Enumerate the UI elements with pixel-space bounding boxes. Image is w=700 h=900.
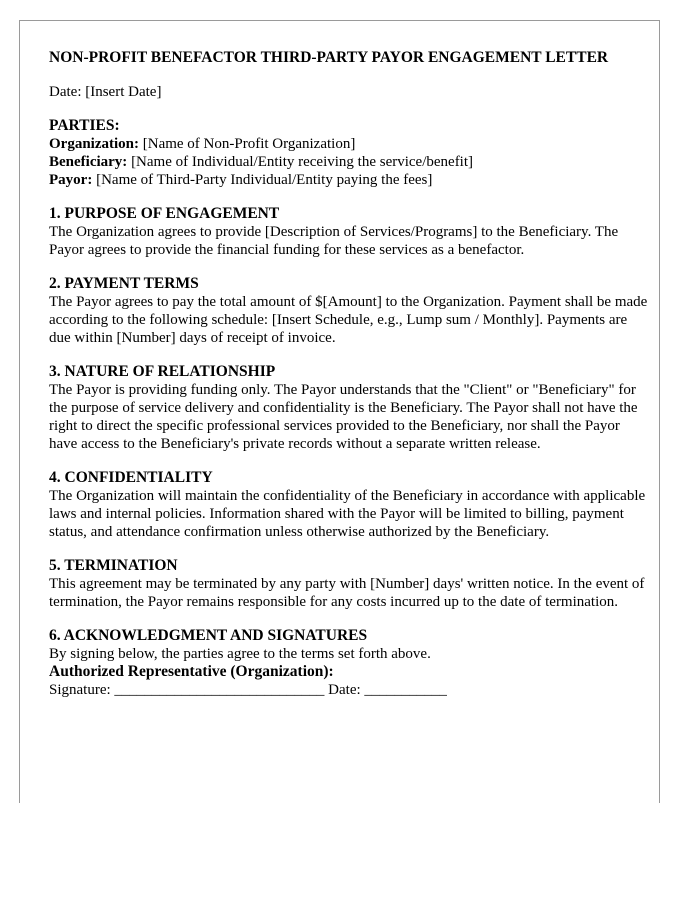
signature-line: Signature: ____________________________ Date: ___________ — [49, 682, 447, 698]
acknowledgment-text: By signing below, the parties agree to the terms set forth above. — [49, 646, 431, 662]
parties-heading: PARTIES: — [49, 117, 120, 134]
section-text: This agreement may be terminated by any party with [Number] days' written notice. In the event of termination, the Payor remains responsible for any costs incurred up to the date of termination. — [49, 576, 645, 610]
parties-list — [49, 135, 649, 189]
party-payor — [49, 171, 649, 189]
section-text: The Organization will maintain the confidentiality of the Beneficiary in accordance with applicable laws and internal policies. Information shared with the Payor will be limited to billing, payment status, and attendance confirmation unless otherwise authorized by the Beneficiary. — [49, 488, 646, 540]
section-text: The Organization agrees to provide [Description of Services/Programs] to the Beneficiary. The Payor agrees to provide the financial funding for these services as a benefactor. — [49, 224, 619, 258]
section-text: The Payor is providing funding only. The Payor understands that the "Client" or "Beneficiary" for the purpose of service delivery and confidentiality is the Beneficiary. The Payor shall not have the right to direct the specific professional services provided to the Beneficiary, nor shall the Payor have access to the Beneficiary's private records without a separate written release. — [49, 382, 638, 452]
section-heading: 1. PURPOSE OF ENGAGEMENT — [49, 205, 280, 222]
date-line: Date: [Insert Date] — [49, 84, 162, 100]
section-heading: 3. NATURE OF RELATIONSHIP — [49, 363, 276, 380]
section-heading: 4. CONFIDENTIALITY — [49, 469, 213, 486]
beneficiary-label: Beneficiary: — [49, 154, 128, 170]
payor-label: Payor: — [49, 172, 93, 188]
signature-block — [49, 663, 649, 699]
document-body — [49, 49, 649, 699]
payor-value: [Name of Third-Party Individual/Entity paying the fees] — [92, 172, 433, 188]
section-heading: 2. PAYMENT TERMS — [49, 275, 199, 292]
section-confidentiality — [49, 469, 649, 541]
section-payment — [49, 275, 649, 347]
section-termination — [49, 557, 649, 611]
organization-label: Organization: — [49, 136, 139, 152]
section-text: The Payor agrees to pay the total amount of $[Amount] to the Organization. Payment shall be made according to the following schedule: [Insert Schedule, e.g., Lump sum / Monthly]. Payments are due within [Number] days of receipt of invoice. — [49, 294, 648, 346]
org-rep-label: Authorized Representative (Organization): — [49, 663, 334, 680]
party-organization — [49, 135, 649, 153]
organization-value: [Name of Non-Profit Organization] — [139, 136, 356, 152]
section-relationship — [49, 363, 649, 453]
document-title: NON-PROFIT BENEFACTOR THIRD-PARTY PAYOR ENGAGEMENT LETTER — [49, 49, 609, 66]
section-purpose — [49, 205, 649, 259]
party-beneficiary — [49, 153, 649, 171]
beneficiary-value: [Name of Individual/Entity receiving the service/benefit] — [127, 154, 474, 170]
document-page — [19, 20, 660, 803]
section-heading: 5. TERMINATION — [49, 557, 178, 574]
acknowledgment-heading: 6. ACKNOWLEDGMENT AND SIGNATURES — [49, 627, 368, 644]
